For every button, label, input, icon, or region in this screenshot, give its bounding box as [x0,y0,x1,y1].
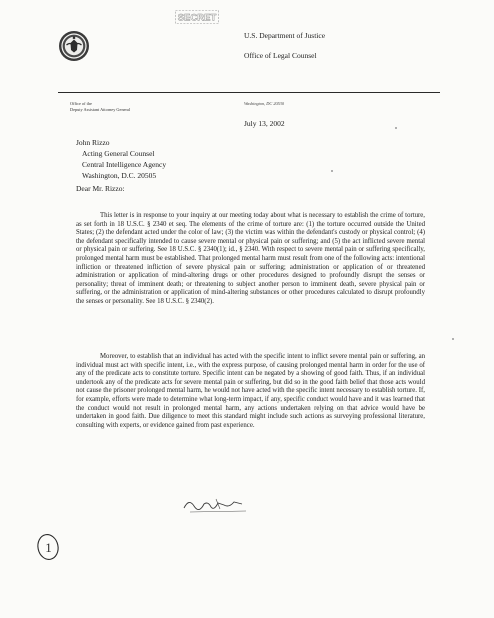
scan-speck [395,127,397,129]
recipient-agency: Central Intelligence Agency [82,160,167,169]
scan-speck [452,338,454,340]
recipient-address-block [76,137,166,181]
secret-stamp-text: SECRET [177,12,217,24]
recipient-title: Acting General Counsel [82,149,155,158]
page-number-text: 1 [45,540,52,555]
department-seal-icon [58,30,90,62]
scan-speck [331,170,333,172]
office-name: Office of Legal Counsel [244,51,317,60]
body-paragraph: Moreover, to establish that an individual has acted with the specific intent to inflict severe mental pain or suffering, an individual must act with specific intent, i.e., with the express purpose, of causing prolonged mental harm in order for the use of any of the predicate acts to constitute torture. Specific intent can be negated by a showing of good faith. Thus, if an individual undertook any of the predicate acts for severe mental pain or suffering, but did so in the good faith belief that those acts would not cause the prisoner prolonged mental harm, he would not have acted with the specific intent necessary to establish torture. If, for example, efforts were made to determine what long-term impact, if any, specific conduct would have and it was learned that the conduct would not result in prolonged mental harm, any actions undertaken relying on that advice would have be undertaken in good faith. Due diligence to meet this standard might include such actions as surveying professional literature, consulting with experts, or evidence gained from past experience. [76,353,425,429]
recipient-city: Washington, D.C. 20505 [82,171,157,180]
signature [180,492,260,518]
origin-office [70,101,130,112]
letter-date: July 13, 2002 [244,119,285,128]
origin-office-line1: Office of the [70,101,92,106]
origin-office-line2: Deputy Assistant Attorney General [70,106,131,112]
recipient-name: John Rizzo [76,138,110,147]
origin-place: Washington, DC 20530 [244,101,285,106]
secret-stamp [175,10,219,24]
page-number-mark [34,532,64,562]
salutation: Dear Mr. Rizzo: [76,184,125,193]
letterhead-divider [58,92,440,93]
body-paragraph: This letter is in response to your inquiry at our meeting today about what is necessary to establish the crime of torture, as set forth in 18 U.S.C. § 2340 et seq. The elements of the crime of torture are: (1) the torture occurred outside the United States; (2) the defendant acted under the color of law; (3) the victim was within the defendant's custody or physical control; (4) the defendant specifically intended to cause severe mental or physical pain or suffering; and (5) the act inflicted severe mental or physical pain or suffering. See 18 U.S.C. § 2340(1); id., § 2340. With respect to severe mental pain or suffering specifically, prolonged mental harm must be established. That prolonged mental harm must result from one of the following acts: intentional infliction or threatened infliction of severe physical pain or suffering; administration or application of or threatened administration or application of mind-altering drugs or other procedures designed to profoundly disrupt the senses or personality; threat of imminent death; or threatening to subject another person to imminent death, severe physical pain or suffering, or the administration or application of mind-altering substances or other procedures calculated to disrupt profoundly the senses or personality. See 18 U.S.C. § 2340(2). [76,212,425,305]
department-name: U.S. Department of Justice [244,31,326,40]
